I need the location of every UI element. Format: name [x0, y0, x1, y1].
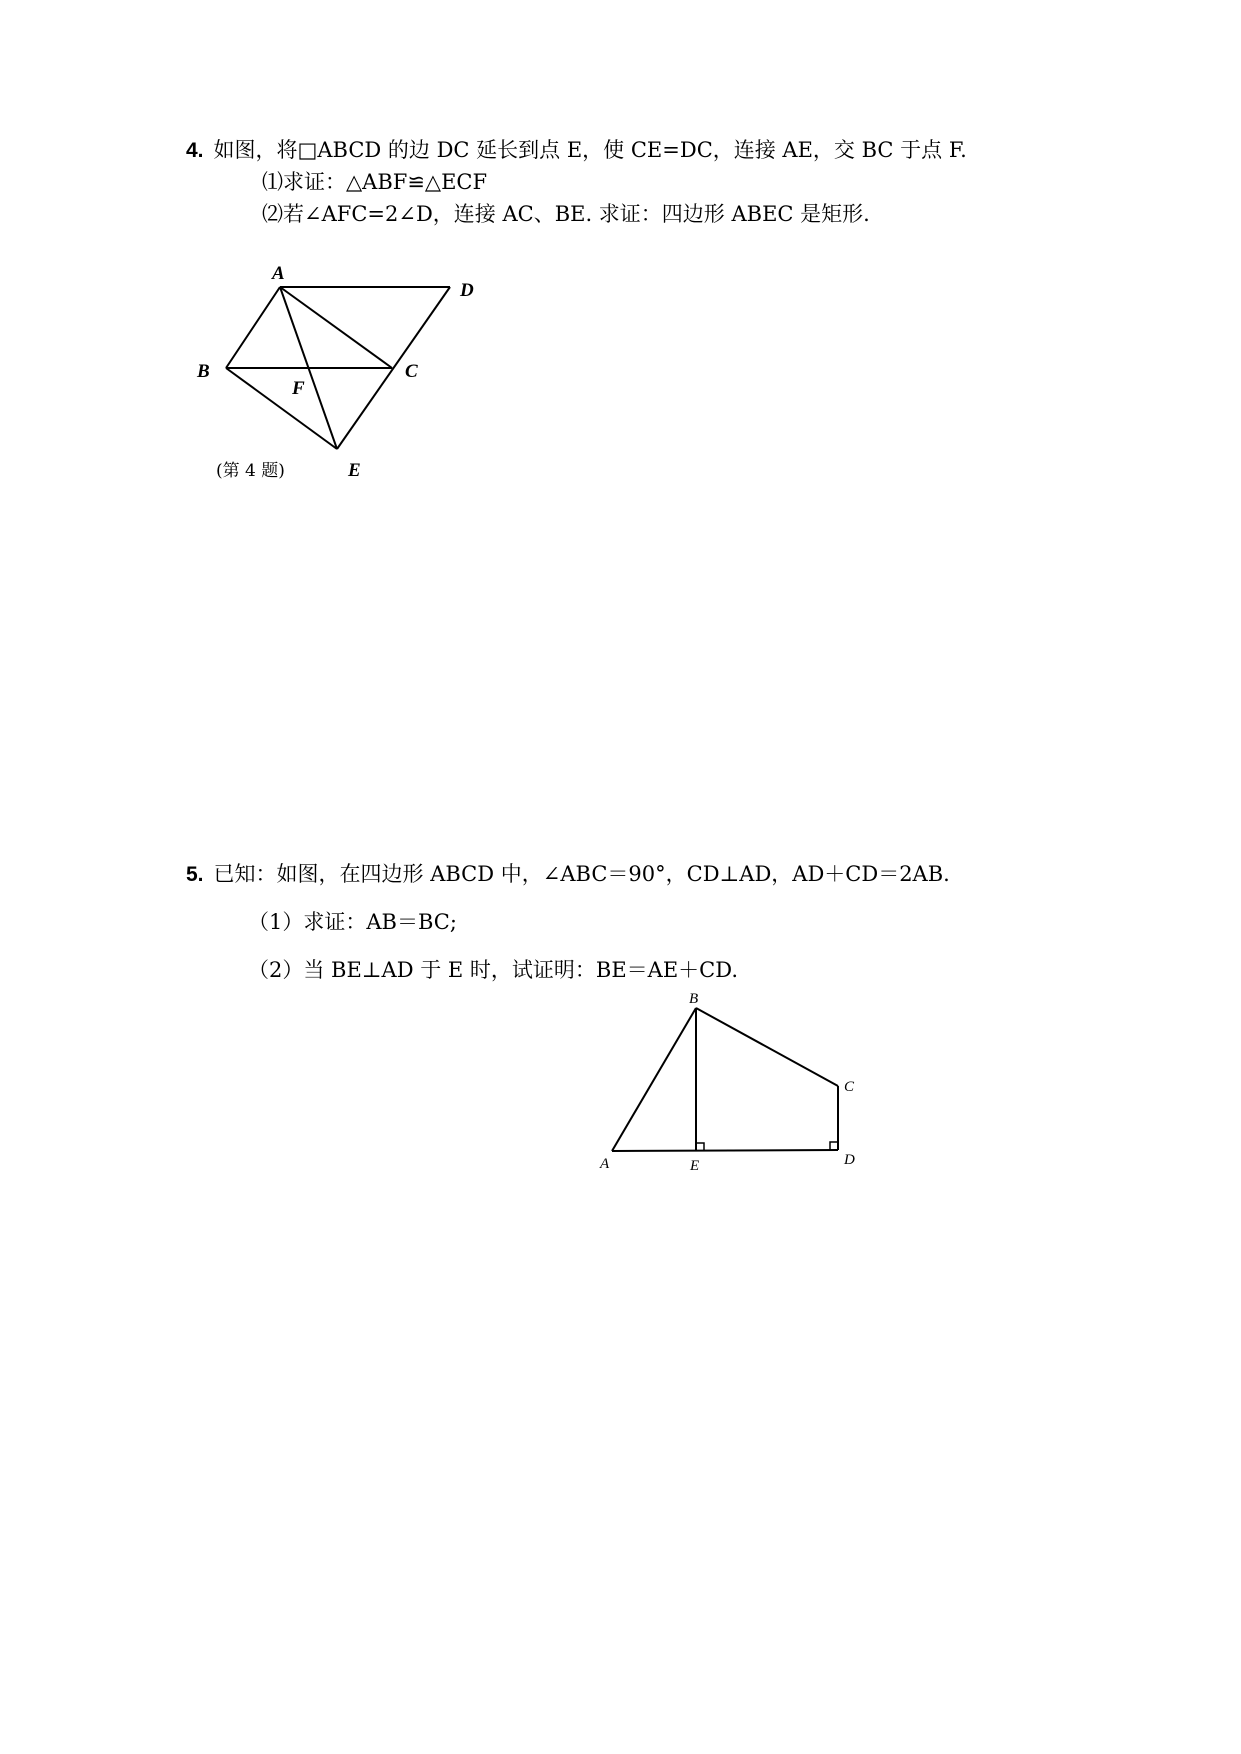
problem-4-part-1: ⑴求证：△ABF≌△ECF	[262, 170, 488, 194]
right-angle-mark-D	[830, 1142, 838, 1150]
problem-4-text: 如图，将□ABCD 的边 DC 延长到点 E，使 CE=DC，连接 AE，交 BC 于点 F.	[213, 138, 967, 162]
segment-AB	[226, 287, 280, 368]
label-A: A	[272, 263, 285, 284]
label-C: C	[405, 361, 418, 382]
problem-5-number: 5.	[186, 863, 204, 886]
figure-4-caption: (第 4 题)	[216, 461, 285, 481]
label-D5: D	[844, 1152, 855, 1168]
segment-BE	[226, 368, 337, 449]
label-E: E	[348, 460, 361, 481]
segment-BC5	[696, 1008, 838, 1086]
quadrilateral-figure	[612, 1008, 838, 1151]
label-B5: B	[689, 991, 699, 1007]
problem-4-statement	[186, 136, 967, 165]
label-F: F	[292, 378, 305, 399]
label-C5: C	[844, 1079, 855, 1095]
problem-5-part-2: （2）当 BE⊥AD 于 E 时，试证明：BE＝AE＋CD.	[248, 958, 738, 982]
problem-4-number: 4.	[186, 139, 204, 162]
segment-DE	[337, 287, 450, 449]
segment-AB5	[612, 1008, 696, 1151]
problem-5-text: 已知：如图，在四边形 ABCD 中，∠ABC＝90°，CD⊥AD，AD＋CD＝2AB.	[213, 862, 950, 886]
right-angle-mark-E	[696, 1143, 704, 1151]
right-angle-marks	[696, 1142, 838, 1151]
label-B: B	[197, 361, 210, 382]
label-E5: E	[690, 1158, 700, 1174]
segment-AC	[280, 287, 392, 368]
segment-AD5	[612, 1150, 838, 1151]
label-D: D	[460, 280, 474, 301]
problem-5-statement	[186, 860, 950, 889]
parallelogram-figure	[226, 287, 450, 449]
problem-4-part-2: ⑵若∠AFC=2∠D，连接 AC、BE. 求证：四边形 ABEC 是矩形.	[262, 202, 870, 226]
segment-AE	[280, 287, 337, 449]
label-A5: A	[600, 1156, 610, 1172]
problem-5-part-1: （1）求证：AB＝BC;	[248, 910, 457, 934]
